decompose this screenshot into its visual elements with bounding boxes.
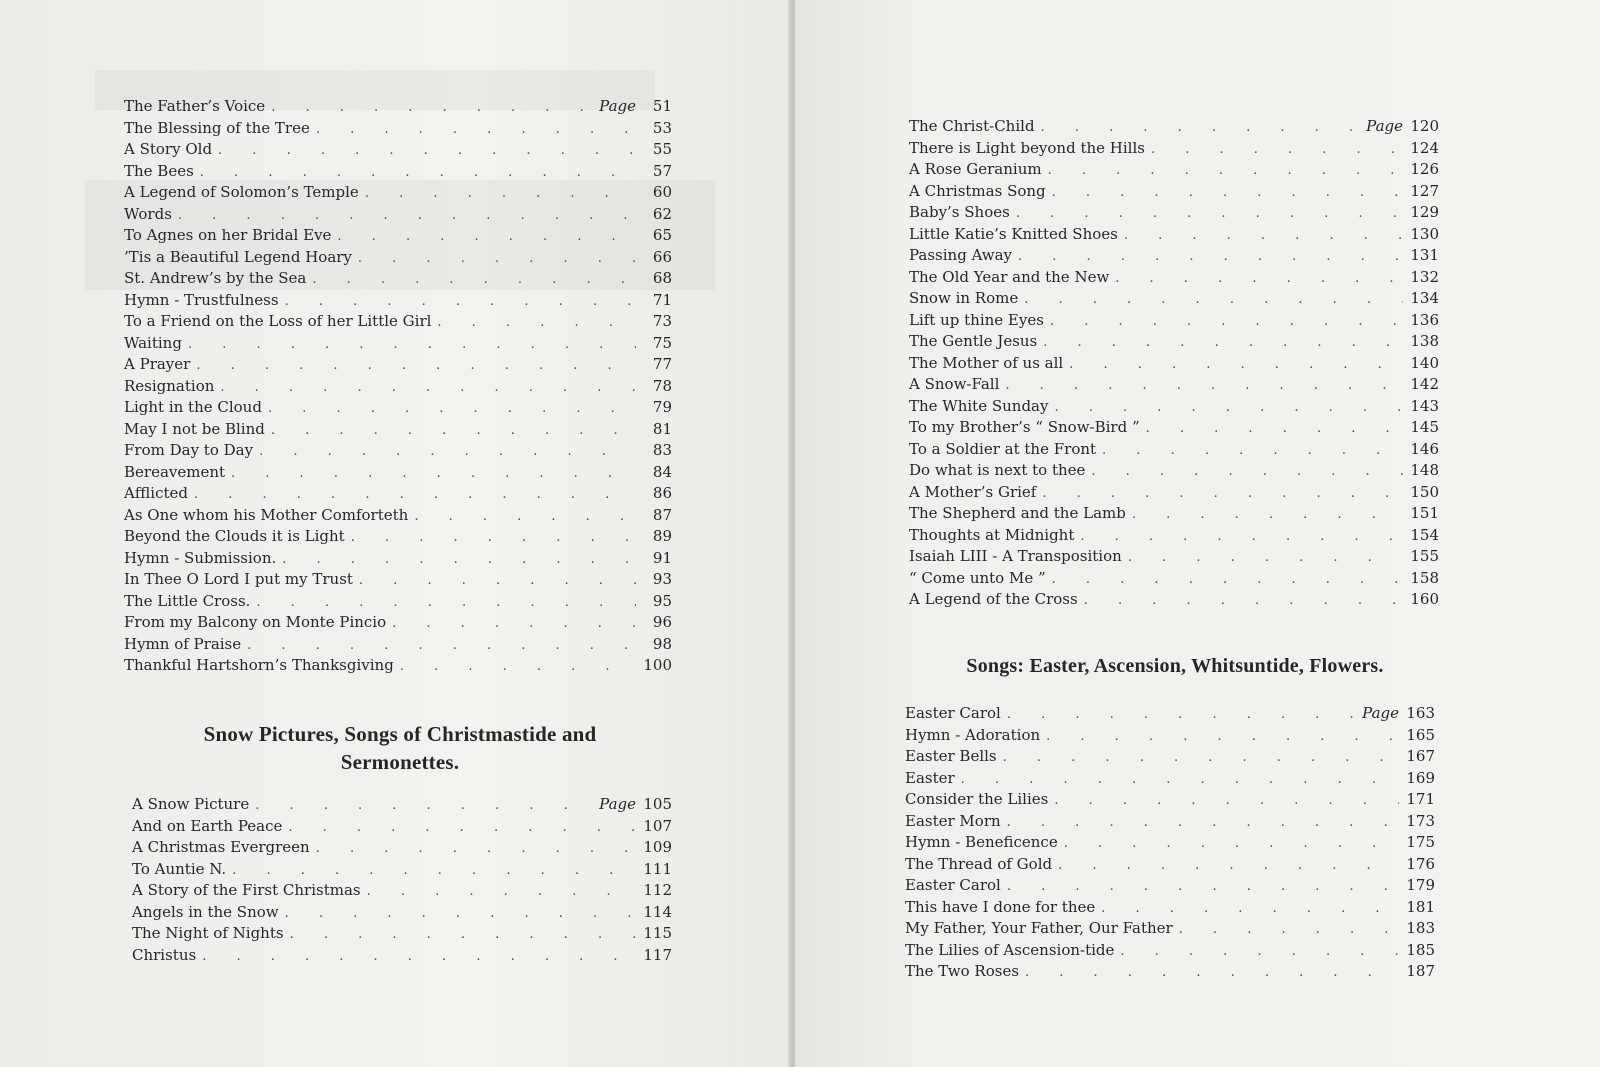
entry-page-number: 117 [643,945,672,964]
dot-leader [282,552,636,567]
entry-title: To my Brother’s “ Snow-Bird ” [909,418,1140,436]
entry-page-number: 165 [1406,725,1435,744]
entry-title: The Bees [124,161,194,180]
entry-title: Hymn - Adoration [905,725,1041,744]
entry-title: Resignation [124,376,215,395]
entry-page-number: 95 [652,591,672,610]
dot-leader [400,659,636,674]
entry-title: A Snow Picture [132,795,250,813]
contents-entry [124,248,672,270]
entry-title: Hymn - Beneficence [905,833,1058,851]
entry-title: The Old Year and the New [909,267,1110,286]
dot-leader [1146,421,1403,436]
entry-page-number: 87 [652,505,672,524]
entry-title: A Mother’s Grief [909,482,1037,501]
entry-page-number: 131 [1410,246,1439,264]
entry-title: Easter Bells [905,747,997,765]
entry-title: A Rose Geranium [909,160,1042,178]
entry-title: Hymn - Trustfulness [124,290,279,309]
dot-leader [1018,249,1403,264]
contents-entry [124,377,672,399]
contents-entry [124,398,672,420]
entry-page-number: 175 [1406,833,1435,851]
entry-title: A Christmas Evergreen [132,838,310,856]
section-heading-line-2: Sermonettes. [340,750,460,774]
entry-title: This have I done for thee [905,897,1096,916]
dot-leader [1016,206,1403,221]
entry-title: Waiting [124,333,182,352]
dot-leader [1007,707,1356,722]
entry-page-number: 136 [1410,310,1439,329]
entry-title: ’Tis a Beautiful Legend Hoary [124,247,352,266]
dot-leader [316,841,636,856]
entry-page-number: 173 [1406,811,1435,830]
entry-title: A Legend of the Cross [909,590,1078,608]
entry-title: The Christ-Child [909,117,1035,135]
dot-leader [290,927,636,942]
dot-leader [1069,357,1403,372]
entry-page-number: 138 [1410,332,1439,350]
entry-title: Little Katie’s Knitted Shoes [909,224,1118,243]
dot-leader [1179,922,1399,937]
contents-entry [124,162,672,184]
contents-entry [124,119,672,141]
dot-leader [1050,314,1403,329]
entry-page-number: 187 [1406,962,1435,980]
entry-page-number: 77 [652,355,672,373]
dot-leader [1115,271,1403,286]
dot-leader [200,165,636,180]
entry-title: Hymn - Submission. [124,548,277,567]
entry-title: To a Soldier at the Front [909,439,1097,458]
dot-leader [1052,185,1403,200]
dot-leader [247,638,636,653]
contents-entry [905,790,1435,812]
dot-leader [255,798,593,813]
entry-page-number: 93 [652,570,672,588]
dot-leader [392,616,636,631]
entry-page-number: 57 [652,161,672,180]
entry-page-number: 75 [652,333,672,352]
dot-leader [288,820,636,835]
contents-entry [124,312,672,334]
dot-leader [1128,550,1403,565]
entry-title: A Snow-Fall [909,375,1000,393]
entry-title: Bereavement [124,462,226,481]
entry-page-number: 134 [1410,289,1439,307]
contents-entry [909,246,1439,268]
dot-leader [1007,815,1399,830]
entry-title: To Agnes on her Bridal Eve [124,226,332,244]
entry-page-number: 150 [1410,482,1439,501]
dot-leader [194,487,636,502]
contents-entry [132,946,672,968]
dot-leader [231,466,636,481]
dot-leader [1054,793,1399,808]
contents-entry [132,903,672,925]
contents-entry [124,570,672,592]
contents-entry [124,484,672,506]
entry-page-number: 142 [1410,375,1439,393]
entry-title: Light in the Cloud [124,398,262,416]
dot-leader [1043,335,1403,350]
entry-title: To a Friend on the Loss of her Little Girl [124,312,432,330]
entry-title: Words [124,204,172,223]
entry-page-number: 160 [1410,590,1439,608]
songs-contents-list [905,704,1435,984]
entry-title: There is Light beyond the Hills [909,138,1145,157]
entry-page-number: 143 [1410,396,1439,415]
entry-title: The Mother of us all [909,353,1064,372]
dot-leader [365,186,636,201]
entry-title: Snow in Rome [909,289,1019,307]
entry-title: The White Sunday [909,396,1049,415]
dot-leader [259,444,636,459]
entry-page-number: 127 [1410,181,1439,200]
dot-leader [1064,836,1399,851]
contents-entry [905,747,1435,769]
entry-title: The Blessing of the Tree [124,118,310,137]
entry-title: Baby’s Shoes [909,203,1010,221]
contents-entry [909,547,1439,569]
dot-leader [961,772,1399,787]
entry-title: The Thread of Gold [905,854,1053,873]
entry-page-number: 96 [652,613,672,631]
dot-leader [1124,228,1403,243]
entry-title: The Lilies of Ascension-tide [905,940,1115,959]
contents-entry [909,397,1439,419]
contents-entry [124,269,672,291]
entry-title: A Story of the First Christmas [132,881,361,899]
entry-page-number: 55 [652,140,672,158]
contents-entry [124,420,672,442]
dot-leader [271,423,636,438]
entry-title: Afflicted [124,484,188,502]
entry-page-number: 89 [652,527,672,545]
contents-entry [132,881,672,903]
entry-page-number: 53 [652,118,672,137]
contents-entry [909,225,1439,247]
entry-title: The Father’s Voice [124,97,266,115]
entry-page-number: 126 [1410,160,1439,178]
entry-page-number: 84 [652,462,672,481]
dot-leader [1041,120,1361,135]
entry-title: Hymn of Praise [124,634,242,653]
left-contents-list [124,97,672,678]
right-page [795,0,1600,1067]
contents-entry [905,876,1435,898]
entry-title: A Prayer [124,355,191,373]
contents-entry [124,355,672,377]
entry-title: In Thee O Lord I put my Trust [124,570,353,588]
entry-page-number: 105 [643,795,672,813]
contents-entry [124,226,672,248]
entry-title: Consider the Lilies [905,790,1049,808]
dot-leader [285,294,636,309]
dot-leader [1024,292,1403,307]
dot-leader [358,251,636,266]
contents-entry [124,549,672,571]
section-heading-line-1: Snow Pictures, Songs of Christmastide and [203,722,597,746]
contents-entry [909,504,1439,526]
dot-leader [367,884,636,899]
dot-leader [437,315,636,330]
entry-page-number: 179 [1406,876,1435,894]
contents-entry [909,203,1439,225]
entry-page-number: 129 [1410,203,1439,221]
contents-entry [909,440,1439,462]
contents-entry [905,769,1435,791]
entry-page-number: 169 [1406,768,1435,787]
contents-entry [909,461,1439,483]
dot-leader [232,863,636,878]
entry-title: Thoughts at Midnight [909,525,1075,544]
contents-entry [124,635,672,657]
dot-leader [1046,729,1399,744]
page-label: Page [1366,117,1403,135]
contents-entry [905,812,1435,834]
dot-leader [1048,163,1403,178]
dot-leader [1080,529,1403,544]
entry-page-number: 86 [652,484,672,502]
contents-entry [909,526,1439,548]
contents-entry [124,527,672,549]
dot-leader [1003,750,1399,765]
dot-leader [1084,593,1403,608]
entry-title: St. Andrew’s by the Sea [124,269,307,287]
entry-title: The Night of Nights [132,924,284,942]
dot-leader [1042,486,1403,501]
entry-page-number: 68 [652,269,672,287]
contents-entry [905,833,1435,855]
entry-page-number: 71 [652,290,672,309]
entry-title: The Shepherd and the Lamb [909,504,1126,522]
entry-title: Easter [905,768,955,787]
left-page [0,0,792,1067]
contents-entry [909,289,1439,311]
contents-entry [909,139,1439,161]
dot-leader [178,208,636,223]
entry-title: Lift up thine Eyes [909,310,1044,329]
contents-entry [909,332,1439,354]
entry-title: Isaiah LIII - A Transposition [909,547,1122,565]
entry-title: A Legend of Solomon’s Temple [124,183,359,201]
entry-page-number: 79 [652,398,672,416]
dot-leader [1132,507,1403,522]
contents-entry [905,855,1435,877]
dot-leader [1025,965,1399,980]
entry-page-number: 112 [643,881,672,899]
entry-page-number: 130 [1410,224,1439,243]
contents-entry [132,838,672,860]
entry-page-number: 60 [652,183,672,201]
dot-leader [1058,858,1399,873]
snow-pictures-contents-list [132,795,672,967]
dot-leader [271,100,593,115]
contents-entry [124,613,672,635]
contents-entry [909,418,1439,440]
contents-entry [124,97,672,119]
contents-entry [909,311,1439,333]
dot-leader [1120,944,1399,959]
contents-entry [909,117,1439,139]
entry-title: From my Balcony on Monte Pincio [124,613,387,631]
contents-entry [909,268,1439,290]
entry-page-number: 78 [652,376,672,395]
entry-page-number: 154 [1410,525,1439,544]
contents-entry [124,140,672,162]
contents-entry [124,656,672,678]
entry-page-number: 185 [1406,940,1435,959]
dot-leader [256,595,636,610]
entry-title: My Father, Your Father, Our Father [905,919,1173,937]
entry-page-number: 111 [643,859,672,878]
entry-title: A Christmas Song [909,181,1046,200]
dot-leader [414,509,636,524]
entry-page-number: 124 [1410,138,1439,157]
contents-entry [124,334,672,356]
entry-title: Passing Away [909,246,1013,264]
dot-leader [1054,400,1403,415]
entry-page-number: 163 [1406,704,1435,722]
contents-entry [124,441,672,463]
entry-page-number: 183 [1406,919,1435,937]
entry-page-number: 83 [652,441,672,459]
contents-entry [132,860,672,882]
entry-title: Easter Carol [905,704,1001,722]
contents-entry [905,704,1435,726]
contents-entry [909,160,1439,182]
entry-page-number: 109 [643,838,672,856]
entry-title: Angels in the Snow [132,902,279,921]
entry-title: Christus [132,945,197,964]
entry-page-number: 91 [652,548,672,567]
page-label: Page [1362,704,1399,722]
entry-title: From Day to Day [124,441,254,459]
dot-leader [268,401,636,416]
entry-page-number: 181 [1406,897,1435,916]
contents-entry [909,569,1439,591]
contents-entry [909,375,1439,397]
contents-entry [124,506,672,528]
entry-page-number: 132 [1410,267,1439,286]
entry-page-number: 167 [1406,747,1435,765]
entry-page-number: 148 [1410,461,1439,479]
dot-leader [188,337,636,352]
entry-page-number: 146 [1410,439,1439,458]
entry-title: Do what is next to thee [909,461,1086,479]
contents-entry [905,941,1435,963]
dot-leader [1007,879,1399,894]
entry-page-number: 120 [1410,117,1439,135]
contents-entry [905,898,1435,920]
contents-entry [132,795,672,817]
contents-entry [905,962,1435,984]
contents-entry [909,483,1439,505]
contents-entry [909,354,1439,376]
dot-leader [1052,572,1403,587]
dot-leader [359,573,636,588]
entry-page-number: 151 [1410,504,1439,522]
dot-leader [1151,142,1403,157]
contents-entry [124,291,672,313]
entry-title: To Auntie N. [132,859,227,878]
contents-entry [909,590,1439,612]
page-label: Page [599,97,636,115]
dot-leader [1091,464,1403,479]
entry-page-number: 114 [643,902,672,921]
page-label: Page [599,795,636,813]
entry-title: The Two Roses [905,962,1020,980]
dot-leader [1102,443,1403,458]
contents-entry [124,463,672,485]
entry-title: Easter Morn [905,811,1001,830]
dot-leader [312,272,636,287]
entry-page-number: 98 [652,634,672,653]
contents-entry [132,924,672,946]
entry-title: Easter Carol [905,876,1001,894]
entry-page-number: 140 [1410,353,1439,372]
right-contents-list [909,117,1439,612]
contents-entry [124,205,672,227]
entry-title: The Gentle Jesus [909,332,1038,350]
dot-leader [220,380,636,395]
entry-page-number: 158 [1410,568,1439,587]
dot-leader [1005,378,1403,393]
entry-page-number: 171 [1406,790,1435,808]
entry-page-number: 107 [643,816,672,835]
dot-leader [351,530,636,545]
contents-entry [909,182,1439,204]
dot-leader [316,122,636,137]
entry-title: And on Earth Peace [132,816,283,835]
entry-page-number: 176 [1406,854,1435,873]
entry-page-number: 145 [1410,418,1439,436]
entry-page-number: 62 [652,204,672,223]
section-heading-songs: Songs: Easter, Ascension, Whitsuntide, Flowers. [966,655,1384,677]
contents-entry [905,726,1435,748]
entry-title: May I not be Blind [124,419,265,438]
entry-page-number: 73 [652,312,672,330]
entry-page-number: 81 [652,419,672,438]
entry-title: A Story Old [124,140,213,158]
entry-title: As One whom his Mother Comforteth [124,505,409,524]
dot-leader [218,143,636,158]
dot-leader [285,906,636,921]
contents-entry [132,817,672,839]
dot-leader [1101,901,1399,916]
dot-leader [337,229,636,244]
entry-page-number: 115 [643,924,672,942]
contents-entry [124,592,672,614]
entry-page-number: 51 [652,97,672,115]
dot-leader [202,949,636,964]
dot-leader [196,358,636,373]
entry-page-number: 155 [1410,547,1439,565]
entry-title: Beyond the Clouds it is Light [124,527,345,545]
contents-entry [905,919,1435,941]
entry-title: “ Come unto Me ” [909,568,1046,587]
entry-page-number: 100 [643,656,672,674]
entry-page-number: 65 [652,226,672,244]
entry-title: The Little Cross. [124,591,251,610]
entry-title: Thankful Hartshorn’s Thanksgiving [124,656,394,674]
contents-entry [124,183,672,205]
entry-page-number: 66 [652,247,672,266]
section-heading-snow-pictures [140,720,660,776]
